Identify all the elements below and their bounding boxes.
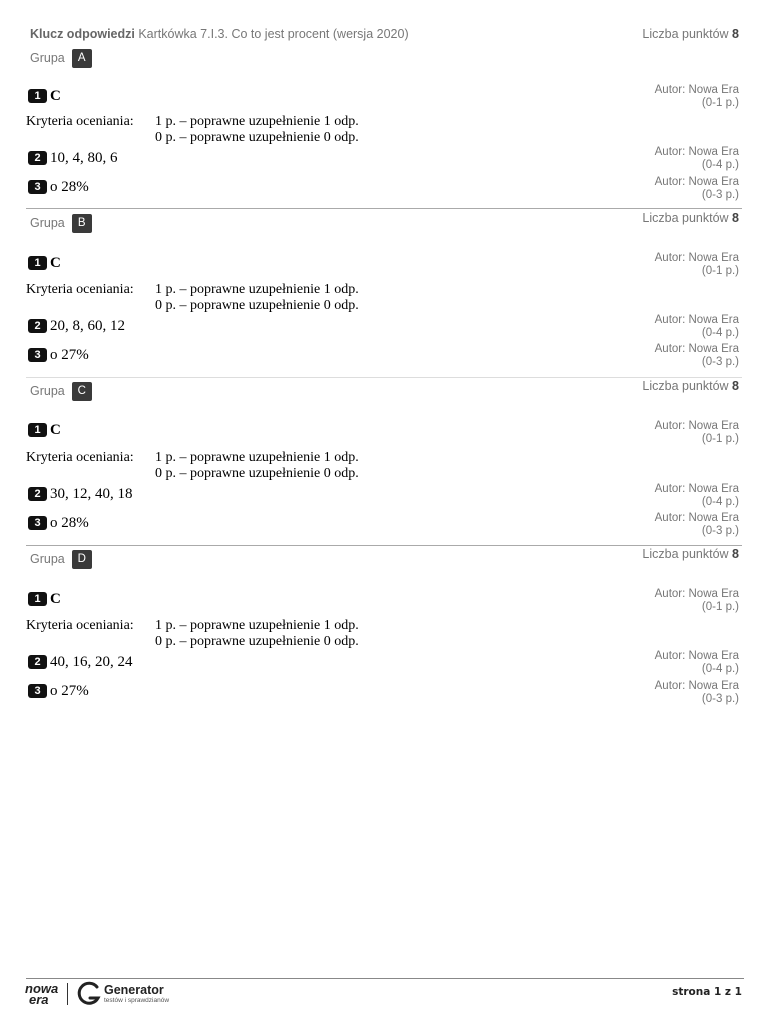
question-number: 3 [28, 516, 47, 530]
group-b-q3 [28, 346, 89, 364]
group-b-q2-meta: Autor: Nowa Era (0-4 p.) [654, 314, 739, 339]
group-b-header: Grupa B [30, 214, 92, 233]
answer: 40, 16, 20, 24 [50, 654, 133, 670]
nowa-era-logo: nowa era [25, 981, 59, 1007]
group-c-q1 [28, 421, 61, 439]
question-number: 2 [28, 655, 47, 669]
answer: o 27% [50, 683, 89, 699]
group-badge: D [72, 550, 92, 569]
group-a-q2 [28, 149, 118, 167]
footer-divider [26, 978, 744, 979]
question-number: 3 [28, 348, 47, 362]
answer: C [50, 422, 61, 438]
group-c-q2-meta: Autor: Nowa Era (0-4 p.) [654, 483, 739, 508]
group-a-q1 [28, 87, 61, 105]
group-b-points: Liczba punktów 8 [642, 211, 739, 225]
question-number: 3 [28, 684, 47, 698]
answer: 10, 4, 80, 6 [50, 150, 118, 166]
answer: o 28% [50, 179, 89, 195]
group-d-q1-meta: Autor: Nowa Era (0-1 p.) [654, 588, 739, 613]
generator-subtitle: testów i sprawdzianów [104, 997, 170, 1004]
answer: o 27% [50, 347, 89, 363]
total-points: Liczba punktów 8 [642, 27, 739, 41]
criteria-label: Kryteria oceniania: [26, 450, 134, 465]
group-d-q3-meta: Autor: Nowa Era (0-3 p.) [654, 680, 739, 705]
group-d-q1 [28, 590, 61, 608]
answer: C [50, 88, 61, 104]
generator-title: Generator [104, 983, 164, 997]
criteria-line-2: 0 p. – poprawne uzupełnienie 0 odp. [155, 130, 359, 145]
criteria-line-1: 1 p. – poprawne uzupełnienie 1 odp. [155, 618, 359, 633]
group-d-q2 [28, 653, 133, 671]
group-a-q3 [28, 178, 89, 196]
document-title [30, 27, 409, 41]
group-b-q2 [28, 317, 125, 335]
criteria-line-2: 0 p. – poprawne uzupełnienie 0 odp. [155, 634, 359, 649]
group-a-header: Grupa A [30, 49, 92, 68]
answer: C [50, 591, 61, 607]
criteria-label: Kryteria oceniania: [26, 282, 134, 297]
group-badge: A [72, 49, 92, 68]
question-number: 2 [28, 487, 47, 501]
generator-logo-icon [77, 981, 101, 1007]
group-a-q3-meta: Autor: Nowa Era (0-3 p.) [654, 176, 739, 201]
question-number: 1 [28, 256, 47, 270]
title-bold: Klucz odpowiedzi [30, 27, 135, 41]
group-c-q2 [28, 485, 133, 503]
question-number: 2 [28, 151, 47, 165]
criteria-line-2: 0 p. – poprawne uzupełnienie 0 odp. [155, 466, 359, 481]
section-divider [26, 545, 742, 546]
group-c-header: Grupa C [30, 382, 92, 401]
question-number: 1 [28, 592, 47, 606]
criteria-line-2: 0 p. – poprawne uzupełnienie 0 odp. [155, 298, 359, 313]
section-divider [26, 208, 742, 209]
section-divider [26, 377, 742, 378]
page-number: strona 1 z 1 [672, 986, 742, 998]
criteria-label: Kryteria oceniania: [26, 114, 134, 129]
criteria-label: Kryteria oceniania: [26, 618, 134, 633]
group-b-q1 [28, 254, 61, 272]
group-c-q3-meta: Autor: Nowa Era (0-3 p.) [654, 512, 739, 537]
group-c-q3 [28, 514, 89, 532]
criteria-line-1: 1 p. – poprawne uzupełnienie 1 odp. [155, 114, 359, 129]
group-b-q3-meta: Autor: Nowa Era (0-3 p.) [654, 343, 739, 368]
group-c-points: Liczba punktów 8 [642, 379, 739, 393]
group-d-header: Grupa D [30, 550, 92, 569]
question-number: 1 [28, 423, 47, 437]
question-number: 1 [28, 89, 47, 103]
group-d-points: Liczba punktów 8 [642, 547, 739, 561]
question-number: 2 [28, 319, 47, 333]
question-number: 3 [28, 180, 47, 194]
group-d-q2-meta: Autor: Nowa Era (0-4 p.) [654, 650, 739, 675]
answer: C [50, 255, 61, 271]
answer: 20, 8, 60, 12 [50, 318, 125, 334]
title-rest: Kartkówka 7.I.3. Co to jest procent (wersja 2020) [138, 27, 409, 41]
group-badge: C [72, 382, 92, 401]
criteria-line-1: 1 p. – poprawne uzupełnienie 1 odp. [155, 282, 359, 297]
footer-separator [67, 983, 68, 1005]
group-b-q1-meta: Autor: Nowa Era (0-1 p.) [654, 252, 739, 277]
group-c-q1-meta: Autor: Nowa Era (0-1 p.) [654, 420, 739, 445]
group-badge: B [72, 214, 92, 233]
group-a-q1-meta: Autor: Nowa Era (0-1 p.) [654, 84, 739, 109]
criteria-line-1: 1 p. – poprawne uzupełnienie 1 odp. [155, 450, 359, 465]
answer: o 28% [50, 515, 89, 531]
group-d-q3 [28, 682, 89, 700]
group-a-q2-meta: Autor: Nowa Era (0-4 p.) [654, 146, 739, 171]
answer: 30, 12, 40, 18 [50, 486, 133, 502]
